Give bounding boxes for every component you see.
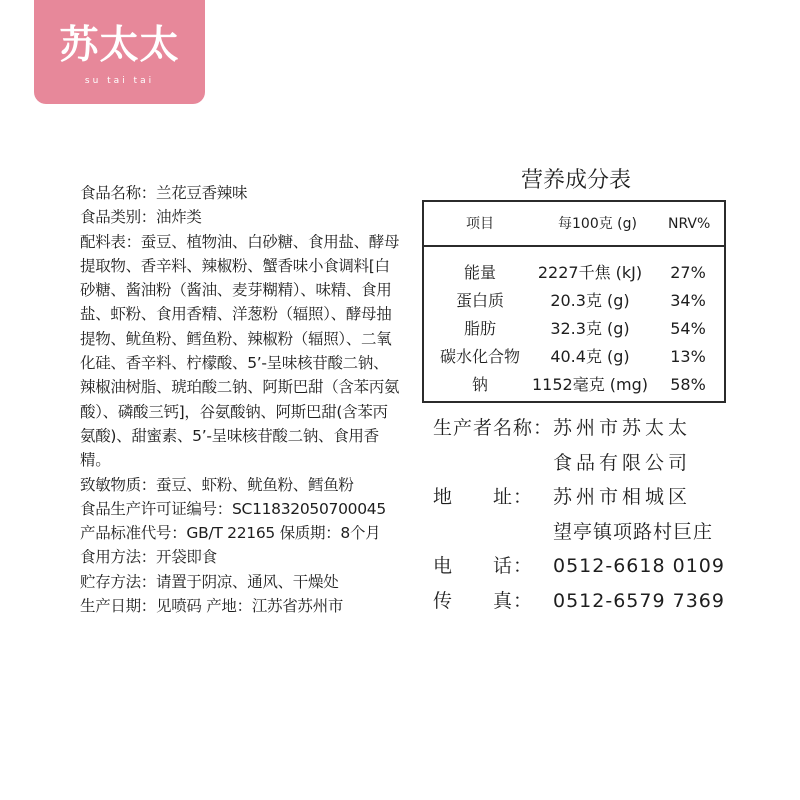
nutrient-value: 32.3克 (g) — [550, 319, 630, 338]
address-line2: 望亭镇项路村巨庄 — [553, 520, 714, 543]
nutrient-name: 蛋白质 — [455, 291, 504, 310]
nutrient-value: 40.4克 (g) — [550, 347, 630, 366]
manufacturer-name-row — [433, 411, 733, 446]
header-item: 项目 — [466, 216, 494, 232]
address-row-2 — [433, 515, 733, 550]
nutrition-table-header — [424, 202, 724, 247]
info-product-name: 食品名称：兰花豆香辣味 — [80, 184, 248, 202]
product-info — [80, 181, 400, 618]
manufacturer-name-line2: 食品有限公司 — [553, 451, 692, 474]
manufacturer-name-line1: 苏州市苏太太 — [553, 417, 692, 439]
fax-row — [433, 584, 733, 619]
nutrient-nrv: 54% — [670, 319, 706, 338]
table-row — [424, 315, 724, 343]
info-license: 食品生产许可证编号：SC11832050700045 — [80, 499, 386, 518]
address-line1: 苏州市相城区 — [553, 486, 692, 508]
nutrient-nrv: 58% — [670, 375, 706, 394]
table-row — [424, 287, 724, 315]
address-row — [433, 480, 733, 515]
info-ingredients: 配料表：蚕豆、植物油、白砂糖、食用盐、酵母提取物、香辛料、辣椒粉、蟹香味小食调料[白砂糖、酱油粉（酱油、麦芽糊精）、味精、食用盐、虾粉、食用香精、洋葱粉（辐照）、酵母抽提物、鱿鱼粉、鳕鱼粉、辣椒粉（辐照）、二氧化硅、香辛料、柠檬酸、5’-呈味核苷酸二钠、辣椒油树脂、琥珀酸二钠、阿斯巴甜（含苯丙氨酸）、磷酸三钙]，谷氨酸钠、阿斯巴甜(含苯丙氨酸)、甜蜜素、5’-呈味核苷酸二钠、食用香精。 — [80, 232, 400, 470]
header-nrv: NRV% — [668, 216, 711, 232]
info-date-origin: 生产日期：见喷码 产地：江苏省苏州市 — [80, 597, 344, 616]
info-standard-shelf-life: 产品标准代号：GB/T 22165 保质期：8个月 — [80, 524, 381, 543]
info-allergens: 致敏物质：蚕豆、虾粉、鱿鱼粉、鳕鱼粉 — [80, 475, 354, 494]
address-label: 地 址： — [433, 486, 534, 508]
fax-number: 0512-6579 7369 — [553, 589, 725, 612]
table-row — [424, 343, 724, 371]
header-per-100g: 每100克 (g) — [558, 216, 637, 232]
manufacturer-name-row-2 — [433, 446, 733, 481]
nutrient-name: 脂肪 — [463, 319, 496, 338]
info-storage: 贮存方法：请置于阴凉、通风、干燥处 — [80, 572, 339, 591]
phone-number: 0512-6618 0109 — [553, 555, 725, 577]
brand-logo-pinyin: su tai tai — [84, 76, 155, 86]
nutrient-name: 钠 — [471, 375, 488, 394]
nutrition-title: 营养成分表 — [520, 168, 631, 193]
nutrient-nrv: 34% — [670, 291, 706, 310]
info-usage: 食用方法：开袋即食 — [80, 548, 217, 567]
manufacturer-info — [433, 411, 733, 618]
nutrient-value: 2227千焦 (kJ) — [537, 263, 643, 282]
brand-logo — [34, 0, 205, 104]
nutrient-name: 能量 — [463, 263, 496, 282]
nutrient-value: 20.3克 (g) — [550, 291, 630, 310]
info-category: 食品类别：油炸类 — [80, 208, 202, 227]
nutrient-name: 碳水化合物 — [439, 347, 520, 366]
manufacturer-name-label: 生产者名称： — [433, 417, 554, 439]
nutrient-value: 1152毫克 (mg) — [531, 375, 649, 394]
nutrition-table — [422, 200, 726, 403]
phone-row — [433, 549, 733, 584]
fax-label: 传 真： — [433, 589, 534, 612]
table-row — [424, 371, 724, 399]
brand-logo-name: 苏太太 — [59, 23, 180, 68]
phone-label: 电 话： — [433, 555, 534, 577]
nutrient-nrv: 27% — [670, 263, 706, 282]
table-row — [424, 259, 724, 287]
nutrient-nrv: 13% — [670, 347, 706, 366]
nutrition-rows — [424, 259, 724, 399]
